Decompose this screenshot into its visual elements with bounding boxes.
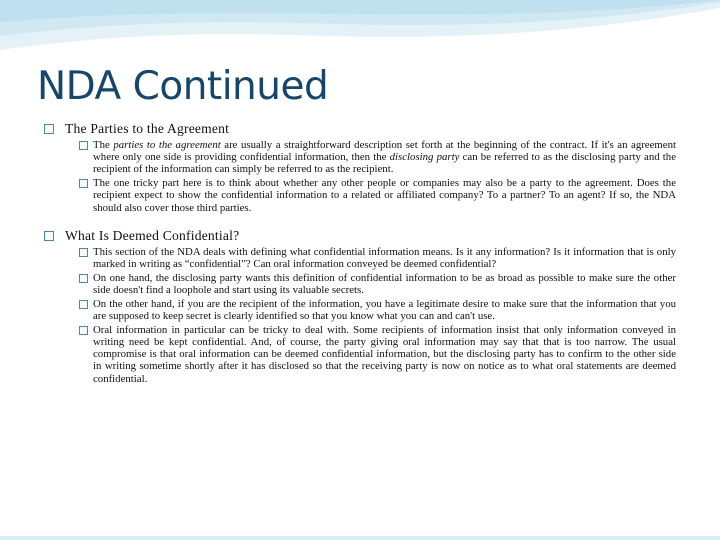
section-heading: [44, 228, 676, 243]
square-bullet-icon: [79, 179, 88, 188]
item-text: On the other hand, if you are the recipient of the information, you have a legitimate desire to make sure that the information that you are supposed to keep secret is clearly identified so that you know what you can and can't use.: [93, 297, 676, 323]
item-text: can be referred to as the disclosing party and the recipient of the information can simply be referred to as the recipient.: [93, 151, 676, 176]
section-confidential: [44, 228, 676, 385]
item-text: are usually a straightforward description set forth at the beginning of the contract. If it's an agreement where only one side is providing confidential information, then the: [93, 139, 676, 164]
sub-bullet-list: [44, 246, 676, 385]
item-text: Oral information in particular can be tricky to deal with. Some recipients of information insist that only information conveyed in writing need be kept confidential. And, of course, the party giving oral information may say that that is too narrow. The usual compromise is that oral information can be deemed confidential information, but the disclosing party has to confirm to the other side in writing sometime shortly after it has disclosed so that the receiving party is now on notice as to what oral statements are deemed confidential.: [93, 323, 676, 385]
square-bullet-icon: [79, 274, 88, 283]
section-parties: [44, 121, 676, 214]
sub-bullet-list: [44, 139, 676, 214]
square-bullet-icon: [79, 300, 88, 309]
footer-decoration: [0, 533, 720, 540]
square-bullet-icon: [79, 248, 88, 257]
item-text: On one hand, the disclosing party wants this definition of confidential information to be as broad as possible to make sure the other side doesn't find a loophole and start using its valuable secrets.: [93, 271, 676, 297]
slide-title: NDA Continued: [37, 64, 329, 109]
item-text: This section of the NDA deals with defining what confidential information means. Is it any information? Is it information that is only marked in writing as “confidential”? Can oral information conveyed be deemed confidential?: [93, 245, 676, 271]
list-item: [79, 177, 676, 214]
section-heading-text: What Is Deemed Confidential?: [65, 227, 240, 243]
item-emphasis: disclosing party: [389, 151, 460, 164]
square-bullet-icon: [44, 231, 54, 241]
list-item: [79, 272, 676, 296]
list-item: [79, 298, 676, 322]
list-item: [79, 139, 676, 176]
header-wave-decoration: [0, 0, 720, 60]
section-heading-text: The Parties to the Agreement: [65, 121, 230, 136]
square-bullet-icon: [79, 326, 88, 335]
list-item: [79, 246, 676, 270]
square-bullet-icon: [79, 141, 88, 150]
list-item: [79, 324, 676, 385]
item-text: The: [93, 139, 114, 151]
slide-content: [44, 121, 676, 386]
item-text: The one tricky part here is to think about whether any other people or companies may also be a party to the agreement. Does the recipient expect to show the confidential information to a related or affiliated company? To a partner? To an agent? If so, the NDA should also cover those third parties.: [93, 177, 676, 214]
square-bullet-icon: [44, 124, 54, 134]
section-heading: [44, 121, 676, 136]
item-emphasis: parties to the agreement: [113, 139, 221, 151]
